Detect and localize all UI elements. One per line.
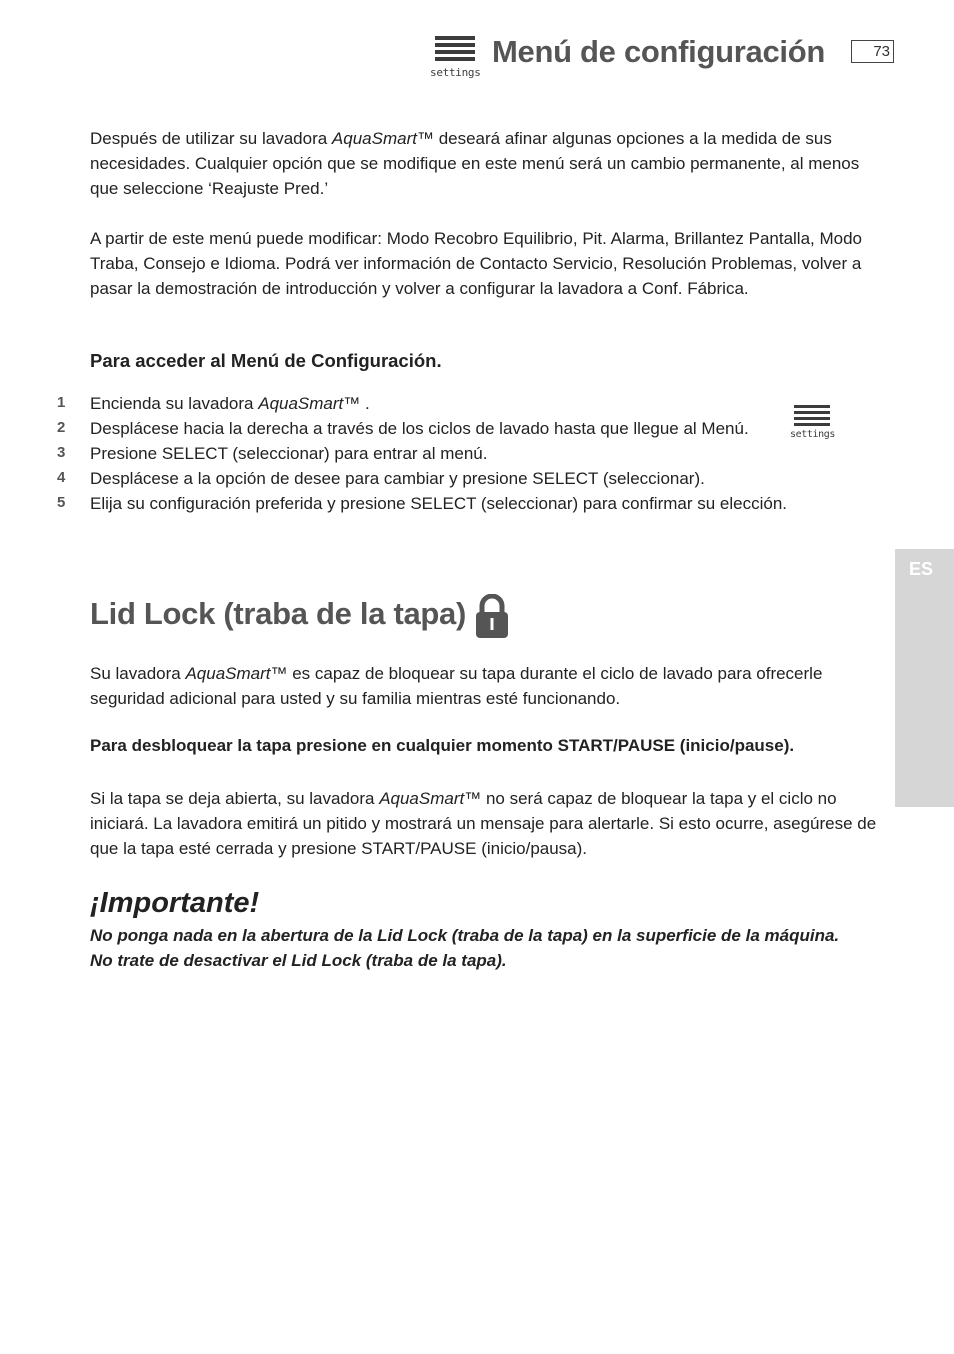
- step-number: 1: [57, 394, 66, 411]
- step-text: Desplácese a la opción de desee para cambiar y presione SELECT (seleccionar).: [90, 469, 705, 488]
- lock-icon: [474, 594, 510, 640]
- step-text: Presione SELECT (seleccionar) para entrar al menú.: [90, 444, 488, 463]
- language-tab-label: ES: [909, 559, 934, 579]
- important-line-1: No ponga nada en la abertura de la Lid Lock (traba de la tapa) en la superficie de la máquina.: [90, 926, 840, 945]
- important-line-2: No trate de desactivar el Lid Lock (traba de la tapa).: [90, 951, 507, 970]
- settings-icon-caption: settings: [430, 66, 481, 79]
- section-title: Lid Lock (traba de la tapa): [90, 596, 467, 631]
- important-heading: ¡Importante!: [90, 887, 260, 919]
- settings-icon: [790, 405, 840, 445]
- settings-icon: [430, 36, 484, 82]
- step-number: 2: [57, 419, 66, 436]
- lid-lock-paragraph-1: Su lavadora AquaSmart™ es capaz de bloquear su tapa durante el ciclo de lavado para ofrecerle seguridad adicional para usted y su familia mientras esté funcionando.: [90, 664, 823, 708]
- step-text: Elija su configuración preferida y presione SELECT (seleccionar) para confirmar su elección.: [90, 494, 788, 513]
- step-number: 4: [57, 469, 66, 486]
- access-heading: Para acceder al Menú de Configuración.: [90, 350, 442, 371]
- page-number: 73: [851, 40, 894, 63]
- step-text: Desplácese hacia la derecha a través de los ciclos de lavado hasta que llegue al Menú.: [90, 419, 749, 438]
- intro-paragraph-2: A partir de este menú puede modificar: Modo Recobro Equilibrio, Pit. Alarma, Brillantez Pantalla, Modo Traba, Consejo e Idioma. Podrá ver información de Contacto Servicio, Resolución Problemas, volver a pasar la demostración de introducción y volver a configurar la lavadora a Conf. Fábrica.: [90, 229, 863, 298]
- settings-icon-caption: settings: [790, 429, 835, 440]
- lid-lock-paragraph-2: Si la tapa se deja abierta, su lavadora AquaSmart™ no será capaz de bloquear la tapa y el ciclo no iniciará. La lavadora emitirá un pitido y mostrará un mensaje para alertarle. Si esto ocurre, asegúrese de que la tapa esté cerrada y presione START/PAUSE (inicio/pausa).: [90, 789, 877, 858]
- step-text: Encienda su lavadora AquaSmart™ .: [90, 394, 370, 413]
- intro-paragraph-1: Después de utilizar su lavadora AquaSmart™ deseará afinar algunas opciones a la medida de sus necesidades. Cualquier opción que se modifique en este menú será un cambio permanente, al menos que seleccione ‘Reajuste Pred.’: [90, 129, 860, 198]
- unlock-instruction: Para desbloquear la tapa presione en cualquier momento START/PAUSE (inicio/pause).: [90, 736, 795, 755]
- page-title: Menú de configuración: [492, 34, 825, 69]
- step-number: 5: [57, 494, 66, 511]
- step-number: 3: [57, 444, 66, 461]
- language-tab: [895, 549, 954, 807]
